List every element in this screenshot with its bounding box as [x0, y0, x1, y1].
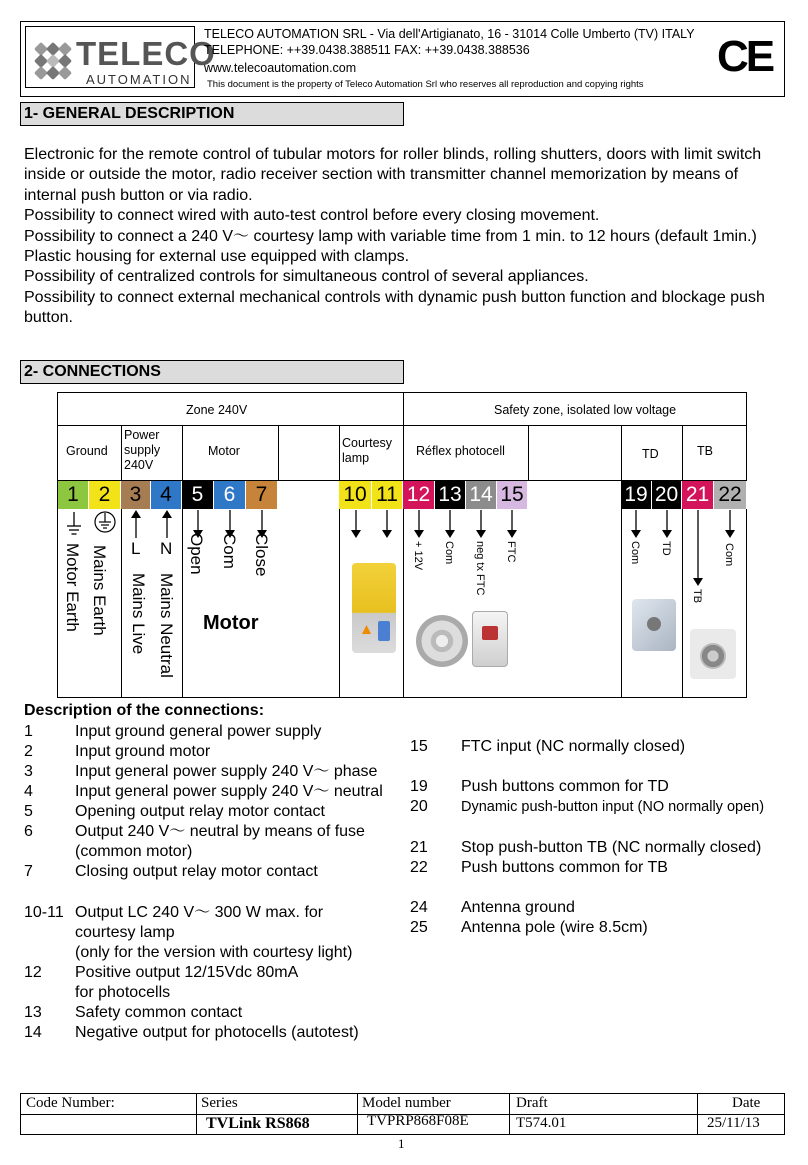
mains-live-label: Mains Live — [129, 573, 148, 655]
arrow-down-icon — [505, 510, 519, 538]
page-number: 1 — [398, 1136, 405, 1151]
section-heading-general: 1- GENERAL DESCRIPTION — [20, 102, 404, 126]
group-td-label: TD — [642, 447, 659, 461]
terminal-12: 12 — [403, 481, 435, 509]
group-tb-label: TB — [697, 444, 713, 458]
draft-value: T574.01 — [516, 1115, 567, 1131]
date-label: Date — [732, 1095, 761, 1111]
arrow-down-icon — [723, 510, 737, 538]
arrow-down-icon — [380, 510, 394, 538]
motor-label: Motor — [203, 612, 259, 634]
l-label: L — [131, 539, 141, 558]
com-motor-label: Com — [220, 533, 239, 569]
terminal-15: 15 — [497, 481, 528, 509]
terminal-5: 5 — [182, 481, 214, 509]
terminal-1: 1 — [58, 481, 89, 509]
arrow-down-icon — [629, 510, 643, 538]
neg-tx-ftc-label: neg tx FTC — [474, 541, 486, 596]
arrow-up-icon — [160, 510, 174, 538]
terminal-4: 4 — [151, 481, 182, 509]
desc-paragraph: Electronic for the remote control of tubular motors for roller blinds, rolling shutters, doors with limit switch inside or outside the motor, radio receiver section with transmitter channel memorization by means of internal push button or via radio. — [24, 146, 762, 204]
desc-paragraph: Possibility of centralized controls for simultaneous control of several appliances. — [24, 268, 589, 286]
terminal-2: 2 — [89, 481, 121, 509]
model-number-label: Model number — [362, 1095, 451, 1111]
arrow-down-icon — [443, 510, 457, 538]
desc-paragraph: Plastic housing for external use equipped with clamps. — [24, 248, 410, 266]
connection-diagram — [57, 392, 747, 698]
group-photocell-label: Réflex photocell — [416, 444, 505, 458]
section-heading-connections: 2- CONNECTIONS — [20, 360, 404, 384]
courtesy-lamp-image — [352, 563, 396, 653]
company-address: TELECO AUTOMATION SRL - Via dell'Artigianato, 16 - 31014 Colle Umberto (TV) ITALY — [204, 27, 695, 41]
logo-name: TELECO — [76, 35, 216, 72]
connections-title: Description of the connections: — [24, 702, 265, 719]
company-website: www.telecoautomation.com — [204, 61, 357, 75]
general-description — [24, 145, 784, 329]
arrow-up-icon — [129, 510, 143, 538]
ce-mark: CE — [717, 32, 773, 81]
code-number-label: Code Number: — [26, 1095, 115, 1111]
series-label: Series — [201, 1095, 238, 1111]
teleco-logo — [25, 26, 216, 88]
terminal-22: 22 — [714, 481, 747, 509]
ftc-label: FTC — [505, 541, 517, 563]
model-number-value: TVPRP868F08E — [367, 1113, 469, 1129]
ground-icon — [66, 512, 82, 538]
desc-paragraph: Possibility to connect wired with auto-test control before every closing movement. — [24, 207, 600, 225]
close-label: Close — [252, 533, 271, 577]
series-value: TVLink RS868 — [206, 1115, 310, 1132]
arrow-down-icon — [474, 510, 488, 538]
terminal-13: 13 — [435, 481, 466, 509]
com-photocell-label: Com — [443, 541, 455, 565]
draft-label: Draft — [516, 1095, 548, 1111]
plus-12v-label: + 12V — [412, 541, 424, 571]
terminal-6: 6 — [214, 481, 246, 509]
group-courtesy-label: Courtesy lamp — [342, 436, 393, 465]
td-pushbutton-image — [632, 599, 676, 651]
terminal-11: 11 — [372, 481, 403, 509]
desc-paragraph: Possibility to connect a 240 V〜 courtesy lamp with variable time from 1 min. to 12 hours (default 1min.) — [24, 227, 757, 245]
tb-label: TB — [691, 589, 703, 604]
terminal-3: 3 — [121, 481, 151, 509]
terminal-14: 14 — [466, 481, 497, 509]
date-value: 25/11/13 — [707, 1115, 760, 1131]
reflector-image — [416, 615, 468, 667]
open-label: Open — [187, 533, 206, 575]
property-notice: This document is the property of Teleco Automation Srl who reserves all reproduction and copying rights — [207, 79, 644, 90]
n-label: N — [160, 539, 173, 558]
tb-stop-button-image — [690, 629, 736, 679]
td-label: TD — [660, 541, 672, 556]
terminal-10: 10 — [339, 481, 372, 509]
company-phone: TELEPHONE: ++39.0438.388511 FAX: ++39.0438.388536 — [204, 43, 530, 57]
arrow-down-long-icon — [691, 510, 705, 586]
safety-zone-label: Safety zone, isolated low voltage — [494, 403, 677, 417]
com-tb-label: Com — [723, 543, 735, 567]
mains-neutral-label: Mains Neutral — [157, 573, 176, 678]
com-td-label: Com — [629, 541, 641, 565]
motor-earth-label: Motor Earth — [63, 543, 82, 632]
group-power-label: Power supply 240V — [124, 428, 161, 472]
document-footer-table — [20, 1093, 785, 1135]
photocell-image — [472, 611, 508, 667]
terminal-21: 21 — [682, 481, 714, 509]
arrow-down-icon — [660, 510, 674, 538]
logo-mark-icon — [32, 40, 72, 80]
mains-earth-label: Mains Earth — [90, 545, 109, 636]
group-ground-label: Ground — [66, 444, 108, 458]
terminal-19: 19 — [621, 481, 652, 509]
terminal-20: 20 — [652, 481, 682, 509]
logo-subtitle: AUTOMATION — [86, 72, 192, 87]
terminal-7: 7 — [246, 481, 278, 509]
group-motor-label: Motor — [208, 444, 240, 458]
zone-240v-label: Zone 240V — [186, 403, 248, 417]
desc-paragraph: Possibility to connect external mechanical controls with dynamic push button function and blockage push button. — [24, 288, 765, 327]
arrow-down-icon — [412, 510, 426, 538]
document-header — [20, 21, 785, 97]
arrow-down-icon — [349, 510, 363, 538]
protective-earth-icon — [93, 509, 117, 535]
